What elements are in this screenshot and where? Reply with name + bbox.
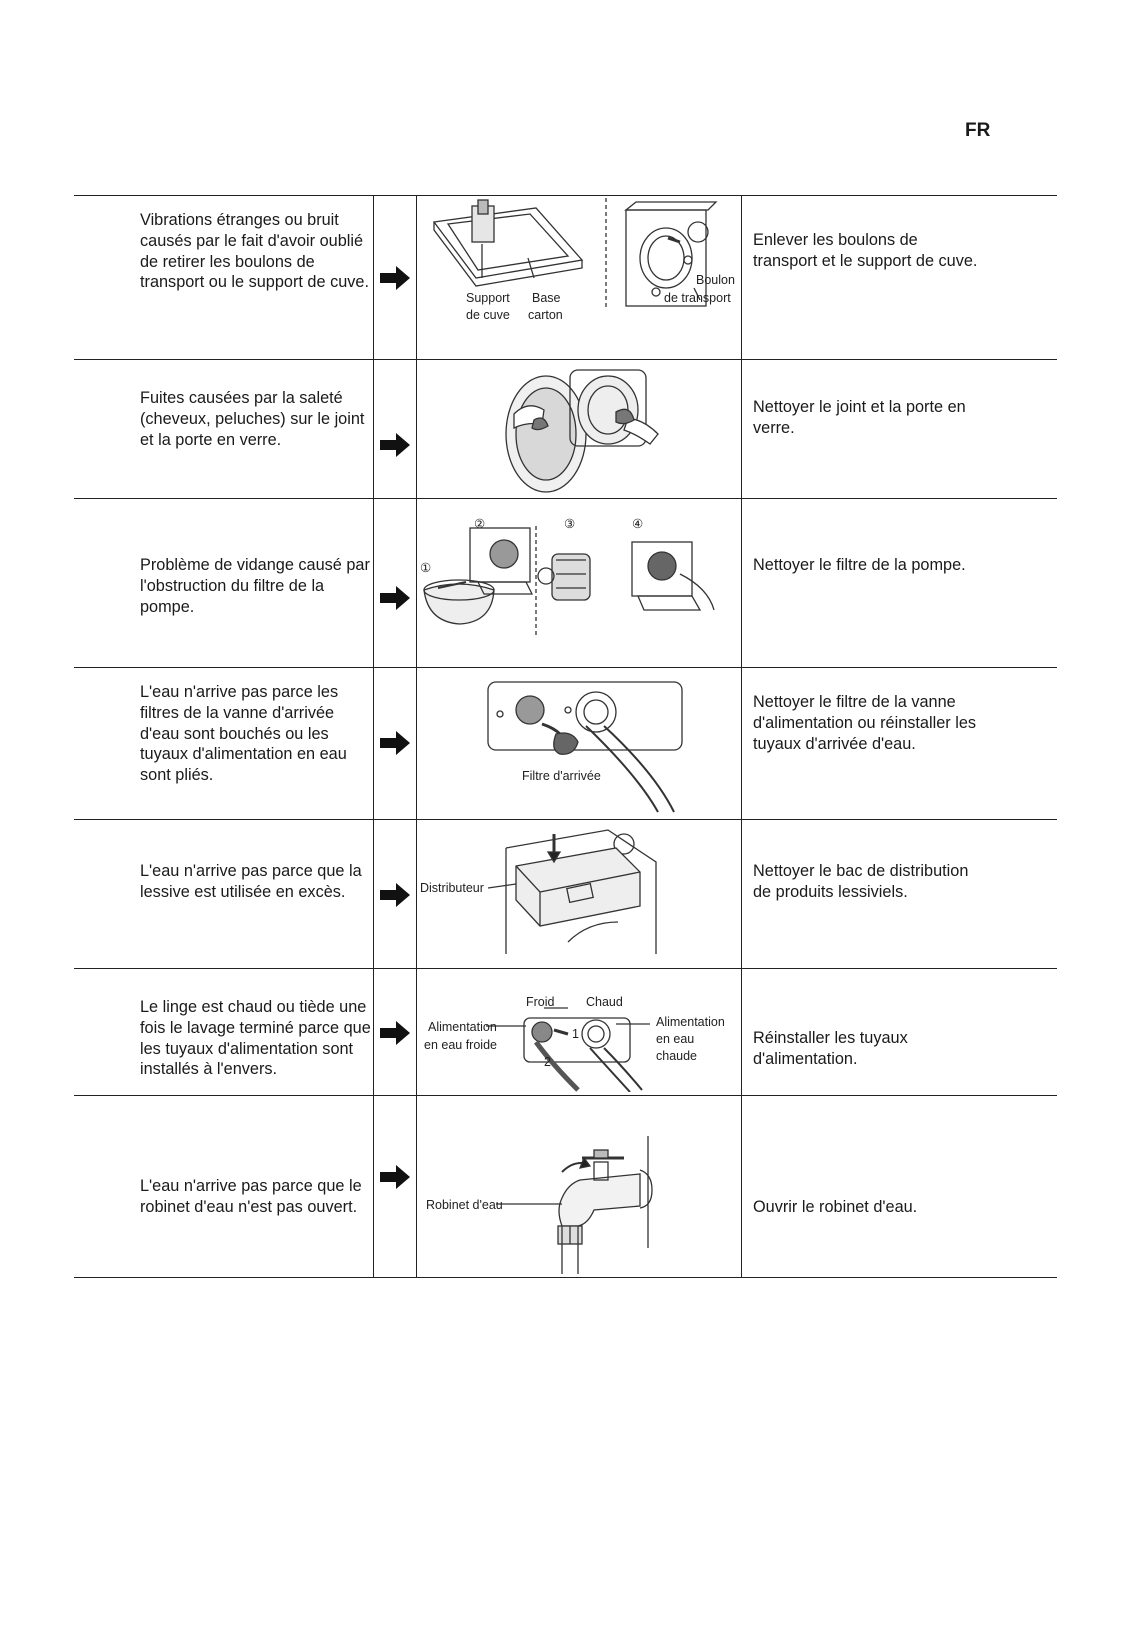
label-dispenser: Distributeur <box>420 881 484 895</box>
problem-text: L'eau n'arrive pas parce que le robinet d'eau n'est pas ouvert. <box>140 1177 362 1216</box>
label-bolt: Boulon <box>696 273 735 287</box>
label-bolt: de transport <box>664 291 731 305</box>
language-code: FR <box>965 120 991 141</box>
step-number: ② <box>474 518 486 531</box>
table-border <box>74 195 1057 196</box>
row-divider <box>74 819 1057 820</box>
label-support: Support <box>466 291 510 305</box>
row-divider <box>74 968 1057 969</box>
label-cold: Froid <box>526 995 555 1009</box>
label-base: carton <box>528 308 563 322</box>
solution-text: Réinstaller les tuyaux d'alimentation. <box>753 1029 908 1068</box>
solution-text: Nettoyer le filtre de la pompe. <box>753 556 966 574</box>
label-hot: Chaud <box>586 995 623 1009</box>
problem-text: L'eau n'arrive pas parce que la lessive est utilisée en excès. <box>140 862 362 901</box>
problem-text: Fuites causées par la saleté (cheveux, peluches) sur le joint et la porte en verre. <box>140 389 365 449</box>
arrow-right-icon <box>378 730 412 756</box>
step-number: 2 <box>544 1055 551 1069</box>
column-divider <box>741 195 742 1277</box>
arrow-right-icon <box>378 585 412 611</box>
arrow-right-icon <box>378 882 412 908</box>
arrow-right-icon <box>378 1164 412 1190</box>
solution-text: Nettoyer le bac de distribution de produits lessiviels. <box>753 862 969 901</box>
label-support: de cuve <box>466 308 510 322</box>
label-cold-supply: en eau froide <box>424 1038 497 1052</box>
label-hot-supply: chaude <box>656 1049 698 1063</box>
label-cold-supply: Alimentation <box>428 1020 497 1034</box>
arrow-right-icon <box>378 432 412 458</box>
label-water-tap: Robinet d'eau <box>426 1198 503 1212</box>
illustration-supply-hoses <box>418 994 740 1092</box>
illustration-pump-filter <box>418 518 740 648</box>
solution-text: Ouvrir le robinet d'eau. <box>753 1198 918 1216</box>
illustration-water-tap <box>418 1130 740 1274</box>
problem-text: L'eau n'arrive pas parce les filtres de la vanne d'arrivée d'eau sont bouchés ou les tuyaux d'alimentation en eau sont pliés. <box>140 683 347 785</box>
arrow-right-icon <box>378 265 412 291</box>
step-number: 1 <box>572 1027 579 1041</box>
label-hot-supply: en eau <box>656 1032 695 1046</box>
row-divider <box>74 667 1057 668</box>
solution-text: Nettoyer le filtre de la vanne d'alimentation ou réinstaller les tuyaux d'arrivée d'eau. <box>753 693 977 753</box>
table-border <box>74 1277 1057 1278</box>
label-hot-supply: Alimentation <box>656 1015 725 1029</box>
row-divider <box>74 498 1057 499</box>
step-number: ① <box>420 561 432 575</box>
solution-text: Nettoyer le joint et la porte en verre. <box>753 398 966 437</box>
column-divider <box>416 195 417 1277</box>
label-inlet-filter: Filtre d'arrivée <box>522 769 601 783</box>
illustration-dispenser <box>418 822 740 966</box>
row-divider <box>74 359 1057 360</box>
solution-text: Enlever les boulons de transport et le support de cuve. <box>753 231 978 270</box>
problem-text: Le linge est chaud ou tiède une fois le lavage terminé parce que les tuyaux d'alimentation sont installés à l'envers. <box>140 998 371 1079</box>
illustration-door-seal <box>418 364 740 494</box>
step-number: ③ <box>564 518 576 531</box>
row-divider <box>74 1095 1057 1096</box>
problem-text: Problème de vidange causé par l'obstruction du filtre de la pompe. <box>140 556 370 616</box>
label-base: Base <box>532 291 561 305</box>
step-number: ④ <box>632 518 644 531</box>
illustration-transport-bolts <box>418 198 740 356</box>
problem-text: Vibrations étranges ou bruit causés par le fait d'avoir oublié de retirer les boulons de transport ou le support de cuve. <box>140 211 369 292</box>
arrow-right-icon <box>378 1020 412 1046</box>
illustration-inlet-filter <box>418 676 740 816</box>
